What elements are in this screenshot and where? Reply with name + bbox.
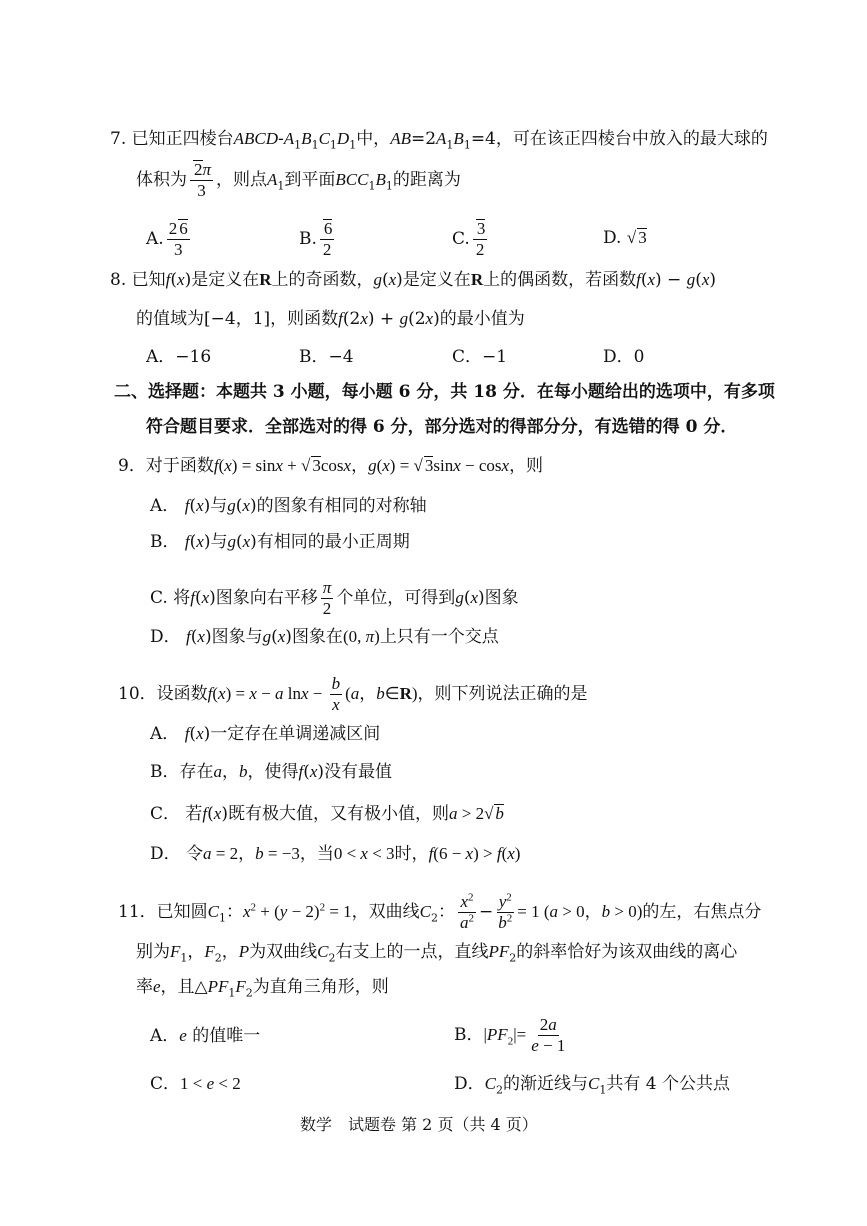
q7-option-b: B. $\frac{6}{2}$ (299, 219, 333, 259)
q9-option-b: B． f(x)与g(x)有相同的最小正周期 (150, 532, 410, 552)
q11-option-c: C．1 < e < 2 (150, 1074, 241, 1094)
q8-option-c: C．−1 (452, 347, 508, 367)
q11-line1: 11．已知圆$C_1$：$x^2 + (y - 2)^2 = 1$，双曲线$C_2$： $\frac{x^2}{a^2}$ − $\frac{y^2}{b^2}$ = 1 (a > 0，b > 0)的左，右焦点分 (118, 891, 762, 932)
q7-line1: 7. 已知正四棱台ABCD-$A_1B_1C_1D_1$中，$AB=2A_1B_1=4$，可在该正四棱台中放入的最大球的 (110, 129, 768, 152)
q7-option-a: A. $\frac{2 6}{3}$ (146, 219, 188, 259)
q8-option-a: A．−16 (146, 347, 212, 367)
q8-line1: 8. 已知f(x)是定义在R上的奇函数，g(x)是定义在R上的偶函数，若函数f(x) − g(x) (110, 270, 717, 290)
q9-option-c: C. 将f(x)图象向右平移 $\frac{\pi}{2}$ 个单位，可得到g(x)图象 (150, 578, 519, 618)
q7-number: 7. (110, 129, 127, 149)
q9-option-a: A． f(x)与g(x)的图象有相同的对称轴 (150, 496, 427, 516)
q9-option-d: D． f(x)图象与g(x)图象在(0, π)上只有一个交点 (150, 627, 499, 647)
q11-option-d: D．$C_2$的渐近线与$C_1$共有 4 个公共点 (454, 1074, 730, 1097)
q11-option-a: A．e 的值唯一 (150, 1026, 261, 1046)
q11-option-b: B．$|PF_2|=$ $\frac{2a}{e - 1}$ (454, 1015, 566, 1055)
q10-option-d: D． 令a = 2，b = −3，当0 < x < 3时，f(6 − x) > f(x) (150, 844, 521, 864)
section2-line1: 二、选择题：本题共 3 小题，每小题 6 分，共 18 分．在每小题给出的选项中，有多项 (114, 382, 775, 402)
q7-text: 已知正四棱台 (131, 129, 234, 149)
q9-stem: 9．对于函数f(x) = sinx + √ 3cosx，g(x) = √ 3sinx − cosx，则 (118, 456, 544, 476)
q10-option-a: A． f(x)一定存在单调递减区间 (150, 724, 381, 744)
q10-stem: 10．设函数f(x) = x − a lnx − $\frac{b}{x}$ (a，b∈R)，则下列说法正确的是 (118, 674, 588, 714)
q8-option-b: B．−4 (299, 347, 354, 367)
q7-option-d: D. √ 3 (603, 228, 647, 248)
page-footer: 数学 试题卷 第 2 页（共 4 页） (300, 1115, 538, 1134)
q8-option-d: D．0 (603, 347, 645, 367)
q10-option-b: B．存在a，b，使得f(x)没有最值 (150, 762, 393, 782)
q7-option-c: C. $\frac{3}{2}$ (452, 219, 486, 259)
q11-line2: 别为$F_1$，$F_2$，P为双曲线$C_2$右支上的一点，直线$PF_2$的斜率恰好为该双曲线的离心 (136, 942, 738, 965)
q10-option-c: C． 若f(x)既有极大值，又有极小值，则a > 2√ b (150, 804, 504, 824)
q11-line3: 率e，且$\triangle PF_1F_2$为直角三角形，则 (136, 977, 389, 1000)
q7-line2: 体积为 $\frac{2\pi}{3}$ ，则点$A_1$到平面$BCC_1B_1$的距离为 (136, 160, 461, 200)
q8-line2: 的值域为[−4，1]，则函数f(2x) + g(2x)的最小值为 (136, 309, 525, 329)
section2-line2: 符合题目要求．全部选对的得 6 分，部分选对的得部分分，有选错的得 0 分． (146, 417, 738, 437)
